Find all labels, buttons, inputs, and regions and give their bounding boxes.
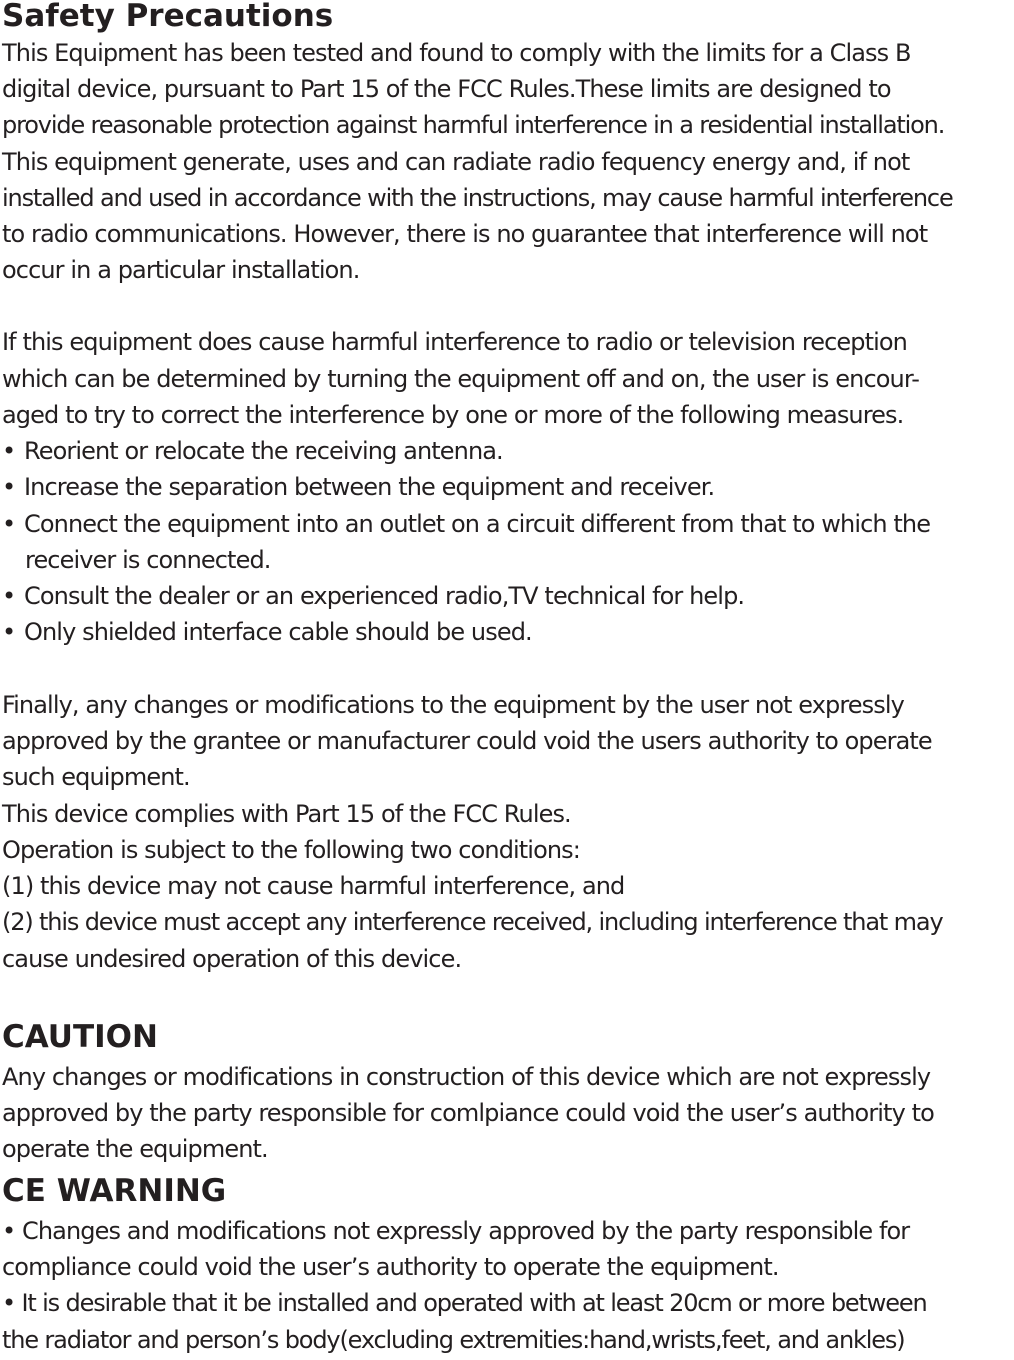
- measure-list-item: [2, 436, 503, 466]
- paragraph-1-line: digital device, pursuant to Part 15 of the FCC Rules.These limits are designed to: [2, 75, 891, 103]
- bullet-icon: •: [2, 510, 16, 538]
- paragraph-2-line: which can be determined by turning the equipment off and on, the user is encour-: [2, 365, 920, 393]
- caution-line: operate the equipment.: [2, 1135, 268, 1163]
- paragraph-1-line: installed and used in accordance with the instructions, may cause harmful interference: [2, 184, 953, 212]
- paragraph-1-line: This equipment generate, uses and can radiate radio fequency energy and, if not: [2, 148, 910, 176]
- paragraph-3-line: (1) this device may not cause harmful interference, and: [2, 872, 625, 900]
- paragraph-1-line: occur in a particular installation.: [2, 256, 360, 284]
- bullet-icon: •: [2, 582, 16, 610]
- paragraph-3-line: Finally, any changes or modifications to the equipment by the user not expressly: [2, 691, 904, 719]
- measure-list-item: [2, 581, 744, 611]
- bullet-icon: •: [2, 473, 16, 501]
- measure-list-item: [2, 472, 714, 502]
- ce-warning-line: • Changes and modifications not expressly approved by the party responsible for: [2, 1217, 910, 1245]
- bullet-icon: •: [2, 437, 16, 465]
- ce-warning-line: the radiator and person’s body(excluding extremities:hand,wrists,feet, and ankles): [2, 1326, 905, 1354]
- ce-warning-line: • It is desirable that it be installed and operated with at least 20cm or more between: [2, 1289, 927, 1317]
- measure-list-item: [2, 617, 532, 647]
- paragraph-1-line: provide reasonable protection against harmful interference in a residential installation.: [2, 111, 945, 139]
- paragraph-2-line: aged to try to correct the interference by one or more of the following measures.: [2, 401, 904, 429]
- paragraph-3-line: such equipment.: [2, 763, 190, 791]
- bullet-icon: •: [2, 618, 16, 646]
- measure-text: Reorient or relocate the receiving antenna.: [24, 437, 503, 465]
- paragraph-3-line: Operation is subject to the following two conditions:: [2, 836, 580, 864]
- paragraph-1-line: to radio communications. However, there is no guarantee that interference will not: [2, 220, 928, 248]
- paragraph-2-line: If this equipment does cause harmful interference to radio or television reception: [2, 328, 907, 356]
- paragraph-3-line: approved by the grantee or manufacturer could void the users authority to operate: [2, 727, 932, 755]
- measure-text-continuation: receiver is connected.: [25, 546, 271, 574]
- paragraph-3-line: (2) this device must accept any interference received, including interference that may: [2, 908, 943, 936]
- caution-heading: CAUTION: [2, 1019, 158, 1055]
- paragraph-3-line: This device complies with Part 15 of the FCC Rules.: [2, 800, 571, 828]
- paragraph-3-line: cause undesired operation of this device.: [2, 945, 462, 973]
- caution-line: approved by the party responsible for comlpiance could void the user’s authority to: [2, 1099, 934, 1127]
- measure-text: Increase the separation between the equipment and receiver.: [24, 473, 715, 501]
- page-title: Safety Precautions: [2, 0, 334, 34]
- measure-list-item: [2, 509, 930, 539]
- measure-text: Connect the equipment into an outlet on a circuit different from that to which the: [24, 510, 931, 538]
- measure-text: Only shielded interface cable should be used.: [24, 618, 532, 646]
- paragraph-1-line: This Equipment has been tested and found to comply with the limits for a Class B: [2, 39, 911, 67]
- caution-line: Any changes or modifications in construction of this device which are not expressly: [2, 1063, 931, 1091]
- measure-text: Consult the dealer or an experienced radio,TV technical for help.: [24, 582, 745, 610]
- ce-warning-line: compliance could void the user’s authority to operate the equipment.: [2, 1253, 779, 1281]
- ce-warning-heading: CE WARNING: [2, 1173, 227, 1209]
